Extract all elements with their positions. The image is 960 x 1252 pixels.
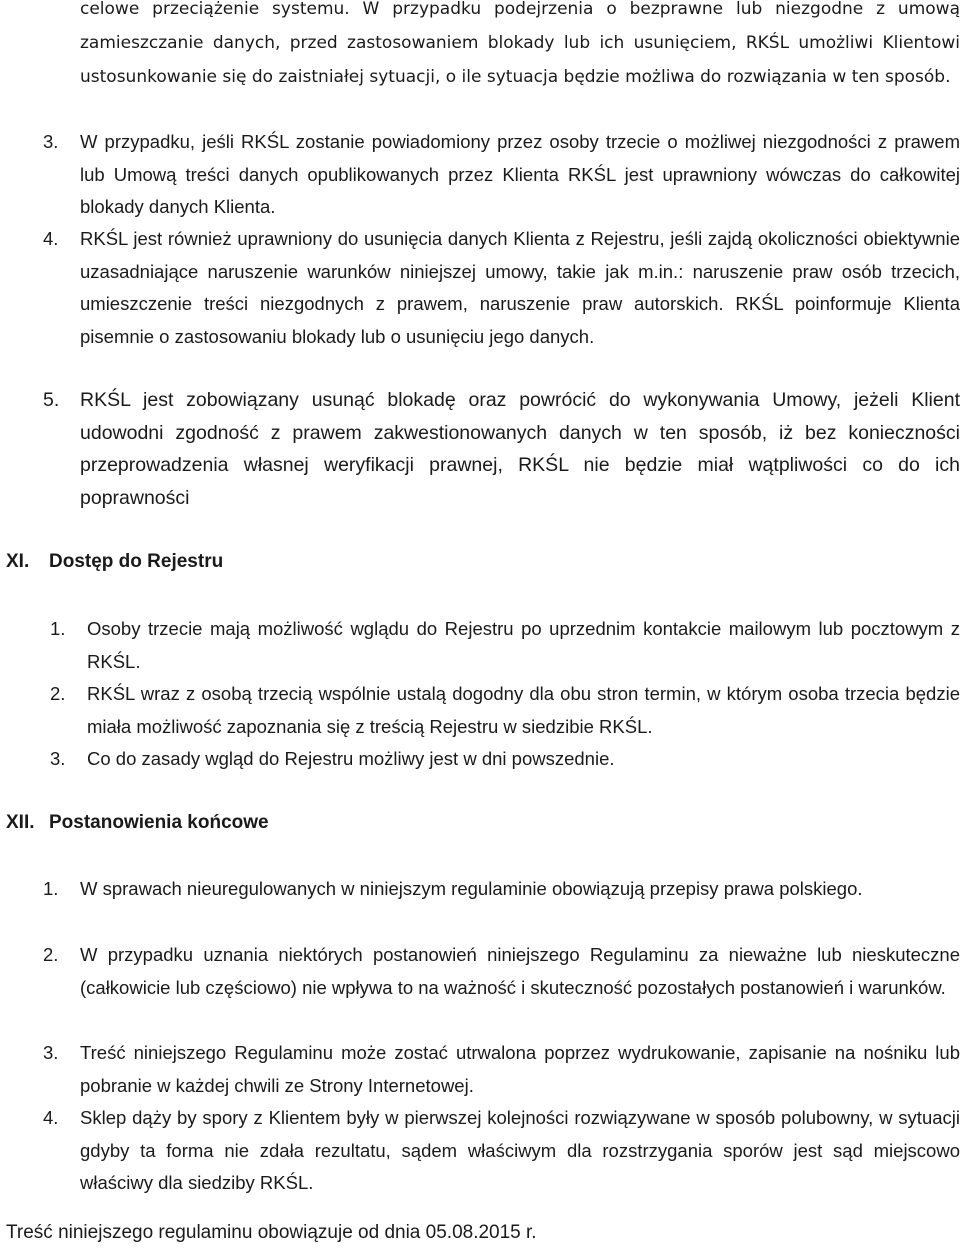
item-text: W przypadku, jeśli RKŚL zostanie powiadomiony przez osoby trzecie o możliwej niezgodności z prawem lub Umową treści danych opublikowanych przez Klienta RKŚL jest uprawniony wówczas do całkowitej blokady danych Klienta. xyxy=(80,131,960,217)
section-xii-heading xyxy=(6,812,406,838)
item-number: 1. xyxy=(43,878,59,899)
item-number: 3. xyxy=(50,748,66,769)
effective-date-note xyxy=(6,1222,537,1244)
section-xii-item-1 xyxy=(43,873,960,906)
intro-text: celowe przeciążenie systemu. W przypadku podejrzenia o bezprawne lub niezgodne z umową zamieszczanie danych, przed zastosowaniem blokady lub ich usunięciem, RKŚL umożliwi Klientowi ustosunkowanie się do zaistniałej sytuacji, o ile sytuacja będzie możliwa do rozwiązania w ten sposób. xyxy=(80,0,960,87)
section-title: Postanowienia końcowe xyxy=(49,812,269,833)
section-x-item-4 xyxy=(43,223,960,353)
section-xii-item-4 xyxy=(43,1102,960,1200)
section-number: XI. xyxy=(6,551,30,572)
intro-paragraph xyxy=(80,0,960,94)
item-number: 5. xyxy=(43,389,60,411)
section-xii-item-2 xyxy=(43,939,960,1004)
item-text: Osoby trzecie mają możliwość wglądu do Rejestru po uprzednim kontakcie mailowym lub pocztowym z RKŚL. xyxy=(87,618,960,672)
section-xi-heading xyxy=(6,551,406,577)
item-text: Co do zasady wgląd do Rejestru możliwy jest w dni powszednie. xyxy=(87,748,615,769)
footer-text: Treść niniejszego regulaminu obowiązuje od dnia 05.08.2015 r. xyxy=(6,1222,537,1243)
section-title: Dostęp do Rejestru xyxy=(49,551,224,572)
item-number: 3. xyxy=(43,1042,59,1063)
item-text: W przypadku uznania niektórych postanowień niniejszego Regulaminu za nieważne lub nieskuteczne (całkowicie lub częściowo) nie wpływa to na ważność i skuteczność pozostałych postanowień i warunków. xyxy=(80,944,960,998)
item-number: 4. xyxy=(43,1107,59,1128)
section-xi-item-2 xyxy=(50,678,960,743)
section-x-item-3 xyxy=(43,126,960,224)
section-xii-item-3 xyxy=(43,1037,960,1102)
item-text: Treść niniejszego Regulaminu może zostać utrwalona poprzez wydrukowanie, zapisanie na nośniku lub pobranie w każdej chwili ze Strony Internetowej. xyxy=(80,1042,960,1096)
item-text: Sklep dąży by spory z Klientem były w pierwszej kolejności rozwiązywane w sposób polubowny, w sytuacji gdyby ta forma nie zdała rezultatu, sądem właściwym dla rozstrzygania sporów jest sąd miejscowo właściwy dla siedziby RKŚL. xyxy=(80,1107,960,1193)
section-xi-item-1 xyxy=(50,613,960,678)
item-number: 4. xyxy=(43,228,59,249)
item-number: 1. xyxy=(50,618,66,639)
item-number: 2. xyxy=(50,683,66,704)
section-x-item-5 xyxy=(43,384,960,514)
item-number: 2. xyxy=(43,944,59,965)
item-text: RKŚL jest również uprawniony do usunięcia danych Klienta z Rejestru, jeśli zajdą okoliczności obiektywnie uzasadniające naruszenie warunków niniejszej umowy, takie jak m.in.: naruszenie praw osób trzecich, umieszczenie treści niezgodnych z prawem, naruszenie praw autorskich. RKŚL poinformuje Klienta pisemnie o zastosowaniu blokady lub o usunięciu jego danych. xyxy=(80,228,960,347)
section-number: XII. xyxy=(6,812,35,833)
item-text: RKŚL jest zobowiązany usunąć blokadę oraz powrócić do wykonywania Umowy, jeżeli Klient udowodni zgodność z prawem zakwestionowanych danych w ten sposób, iż bez konieczności przeprowadzenia własnej weryfikacji prawnej, RKŚL nie będzie miał wątpliwości co do ich poprawności xyxy=(80,389,960,509)
section-xi-item-3 xyxy=(50,743,960,776)
item-number: 3. xyxy=(43,131,59,152)
item-text: RKŚL wraz z osobą trzecią wspólnie ustalą dogodny dla obu stron termin, w którym osoba trzecia będzie miała możliwość zapoznania się z treścią Rejestru w siedzibie RKŚL. xyxy=(87,683,960,737)
item-text: W sprawach nieuregulowanych w niniejszym regulaminie obowiązują przepisy prawa polskiego. xyxy=(80,878,863,899)
